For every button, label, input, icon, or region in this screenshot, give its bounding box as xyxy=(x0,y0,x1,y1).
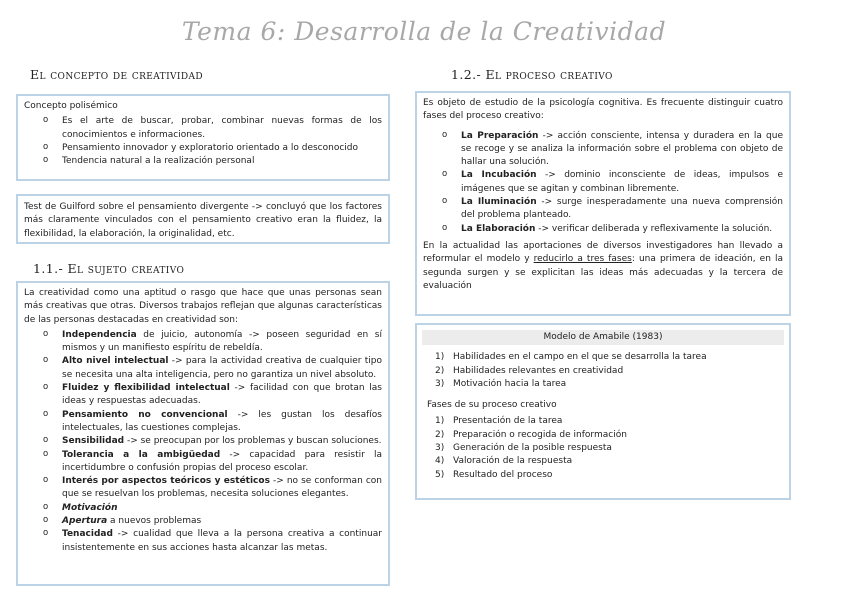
list-item-description: a nuevos problemas xyxy=(107,516,202,527)
list-item xyxy=(62,515,382,528)
list-item-term: Independencia xyxy=(62,329,137,340)
item-text: Valoración de la respuesta xyxy=(453,456,573,467)
list-item-term: La Preparación xyxy=(461,130,539,141)
list-item: o Pensamiento innovador y exploratorio orientado a lo desconocido xyxy=(62,142,382,155)
numbered-item xyxy=(435,415,783,428)
section-heading-proceso: 1.2.- El proceso creativo xyxy=(451,67,613,82)
section-heading-sujeto: 1.1.- El sujeto creativo xyxy=(33,261,185,276)
numbered-item xyxy=(435,365,783,378)
list-item-description: -> para la actividad creativa de cualquier tipo se necesita una alta inteligencia, pero no garantiza un nivel absoluto. xyxy=(62,356,383,380)
concept-intro: Concepto polisémico xyxy=(24,101,118,111)
guilford-box xyxy=(16,194,390,244)
concept-list xyxy=(24,115,382,168)
fases-list xyxy=(423,130,783,236)
numbered-item xyxy=(435,378,783,391)
numbered-item xyxy=(435,429,783,442)
outro-text-b: : una primera de ideación, en la segunda surgen y se explicitan las ideas más adecuadas y la tercera de evaluación xyxy=(423,254,783,291)
item-text: Motivación hacia la tarea xyxy=(453,378,567,389)
list-item-term: Alto nivel intelectual xyxy=(62,356,169,367)
section-heading-concepto: El concepto de creatividad xyxy=(30,67,204,82)
amabile-phases-list xyxy=(423,415,783,481)
list-item-term: Interés por aspectos teóricos y estéticos xyxy=(62,476,270,487)
guilford-text: Test de Guilford sobre el pensamiento divergente -> concluyó que los factores más claramente vinculados con el pensamiento creativo eran la fluidez, la flexibilidad, la elaboración, la originalidad, etc. xyxy=(24,202,382,239)
numbered-item xyxy=(435,351,783,364)
list-item-description: -> facilidad con que brotan las ideas y respuestas adecuadas. xyxy=(62,383,382,407)
item-text: Presentación de la tarea xyxy=(453,416,563,427)
list-item xyxy=(62,409,382,436)
amabile-title: Modelo de Amabile (1983) xyxy=(422,330,784,345)
list-item-term: Pensamiento no convencional xyxy=(62,409,228,420)
list-item-term: Tenacidad xyxy=(62,529,113,540)
list-item xyxy=(62,435,382,448)
proceso-outro xyxy=(423,240,783,293)
item-text: Preparación o recogida de información xyxy=(453,429,627,440)
list-item-term: Motivación xyxy=(62,502,118,513)
outro-text-a: En la actualidad las aportaciones de diversos investigadores han llevado a reformular el modelo y xyxy=(423,240,783,265)
list-item xyxy=(62,475,382,502)
page-title: Tema 6: Desarrolla de la Creatividad xyxy=(181,17,667,46)
list-item xyxy=(62,382,382,409)
list-item-description: -> acción consciente, intensa y duradera en la que se recoge y se analiza la información sobre el problema con objeto de hallar una solución. xyxy=(461,130,784,168)
item-number: 2) xyxy=(435,365,445,376)
list-item-term: La Incubación xyxy=(461,170,537,181)
item-number: 4) xyxy=(435,456,445,467)
list-item xyxy=(62,528,382,555)
list-item-term: Tolerancia a la ambigüedad xyxy=(62,449,221,460)
item-number: 5) xyxy=(435,469,445,480)
list-item xyxy=(62,329,382,356)
list-item xyxy=(62,449,382,476)
sujeto-box xyxy=(16,281,390,586)
list-item-description: -> dominio inconsciente de ideas, impulsos e imágenes que se agitan y combinan libremente. xyxy=(461,170,784,194)
list-item-term: La Iluminación xyxy=(461,197,537,208)
amabile-box xyxy=(415,323,791,500)
list-item-term: Apertura xyxy=(62,516,108,527)
item-number: 3) xyxy=(435,443,445,454)
item-number: 2) xyxy=(435,429,445,440)
outro-underlined: reducirlo a tres fases xyxy=(533,254,632,265)
list-item-description: -> no se conforman con que se resuelvan los problemas, necesita soluciones elegantes. xyxy=(62,476,382,500)
list-item-description: -> cualidad que lleva a la persona creativa a continuar insistentemente en sus acciones hasta alcanzar las metas. xyxy=(62,529,382,553)
amabile-components-list xyxy=(423,351,783,391)
list-item xyxy=(461,130,783,170)
numbered-item xyxy=(435,442,783,455)
proceso-intro: Es objeto de estudio de la psicología cognitiva. Es frecuente distinguir cuatro fases del proceso creativo: xyxy=(423,98,783,122)
list-item: o Tendencia natural a la realización personal xyxy=(62,155,382,168)
list-item xyxy=(461,223,783,236)
item-text: Resultado del proceso xyxy=(453,469,553,480)
list-item-description: de juicio, autonomía -> poseen seguridad en sí mismos y un manifiesto espíritu de rebeldía. xyxy=(62,329,382,354)
list-item-description: -> surge inesperadamente una nueva comprensión del problema planteado. xyxy=(461,197,783,221)
list-item-description: -> capacidad para resistir la incertidumbre o confusión propias del proceso escolar. xyxy=(62,449,383,473)
list-item xyxy=(62,502,382,515)
phases-label: Fases de su proceso creativo xyxy=(427,400,557,411)
item-number: 3) xyxy=(435,378,445,389)
item-text: Generación de la posible respuesta xyxy=(453,443,612,454)
list-item: o Es el arte de buscar, probar, combinar nuevas formas de los conocimientos e informaciones. xyxy=(62,115,382,142)
list-item xyxy=(461,169,783,196)
list-item xyxy=(62,355,382,382)
list-item-description: -> verificar deliberada y reflexivamente la solución. xyxy=(535,223,773,234)
numbered-item xyxy=(435,469,783,482)
proceso-box xyxy=(415,91,791,316)
item-number: 1) xyxy=(435,416,445,427)
list-item-term: Sensibilidad xyxy=(62,436,125,447)
item-text: Habilidades relevantes en creatividad xyxy=(453,365,624,376)
list-item-term: La Elaboración xyxy=(461,223,536,234)
item-text: Habilidades en el campo en el que se desarrolla la tarea xyxy=(453,352,707,363)
sujeto-intro: La creatividad como una aptitud o rasgo que hace que unas personas sean más creativas que otras. Diversos trabajos reflejan que algunas características de las personas destacadas en creatividad son: xyxy=(24,288,382,325)
list-item-description: -> les gustan los desafíos intelectuales, las cuestiones complejas. xyxy=(62,409,382,433)
sujeto-list xyxy=(24,329,382,555)
list-item-description: -> se preocupan por los problemas y buscan soluciones. xyxy=(124,436,382,447)
list-item-term: Fluidez y flexibilidad intelectual xyxy=(62,383,230,394)
item-number: 1) xyxy=(435,352,445,363)
list-item xyxy=(461,196,783,223)
numbered-item xyxy=(435,455,783,468)
concept-box xyxy=(16,94,390,181)
